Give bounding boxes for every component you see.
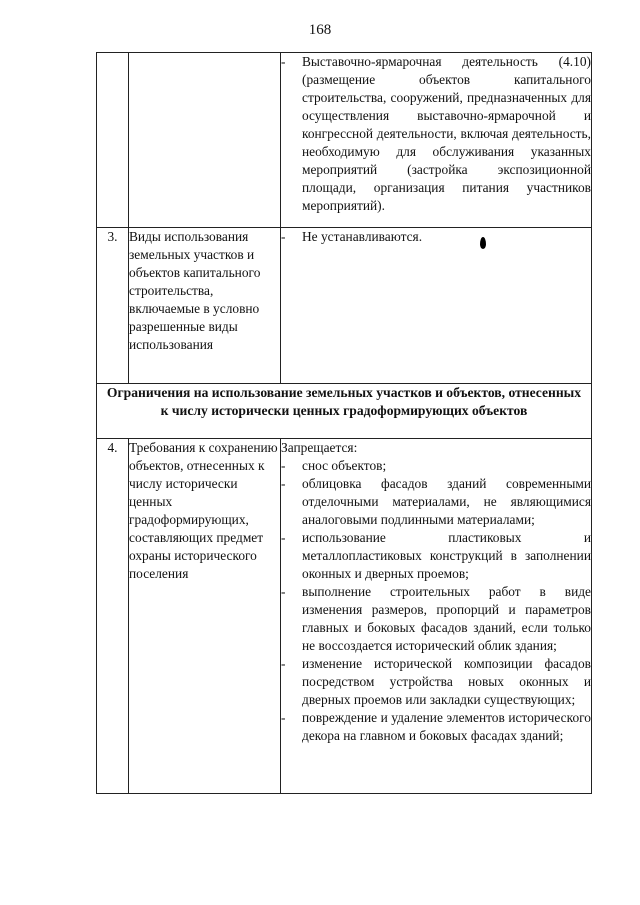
regulations-table — [96, 52, 592, 794]
table-row — [97, 439, 592, 794]
list-item-text: Выставочно-ярмарочная деятельность (4.10) (размещение объектов капитального строительства, сооружений, предназначенных для осуществления выставочно-ярмарочной и конгрессной деятельности, включая деятельность, необходимую для обслуживания указанных мероприятий (застройка экспозиционной площади, организация питания участников мероприятий). — [302, 54, 591, 213]
dash-marker: - — [281, 54, 286, 69]
dash-marker: - — [281, 584, 286, 599]
list-item — [281, 529, 591, 583]
row-number: 3. — [97, 228, 129, 384]
list-item — [281, 709, 591, 745]
list-item-text: Не устанавливаются. — [302, 229, 423, 244]
list-item-text: повреждение и удаление элементов исторического декора на главном и боковых фасадах зданий; — [302, 710, 591, 743]
row-content-cell — [281, 228, 592, 384]
list-item — [281, 655, 591, 709]
row-name: Виды использования земельных участков и объектов капитального строительства, включаемые в условно разрешенные виды использования — [129, 228, 281, 384]
dash-marker: - — [281, 458, 286, 473]
row-content-cell — [281, 439, 592, 794]
list-item — [281, 475, 591, 529]
list-item — [281, 457, 591, 475]
list-item — [281, 228, 591, 246]
row-name: Требования к сохранению объектов, отнесенных к числу исторически ценных градоформирующих, составляющих предмет охраны исторического поселения — [129, 439, 281, 794]
row-number: 4. — [97, 439, 129, 794]
row-number-cell — [97, 53, 129, 228]
table-row — [97, 53, 592, 228]
list-intro: Запрещается: — [281, 440, 358, 455]
row-content-cell — [281, 53, 592, 228]
list-item-text: снос объектов; — [302, 458, 387, 473]
list-item — [281, 53, 591, 215]
list-item-text: выполнение строительных работ в виде изменения размеров, пропорций и параметров главных и боковых фасадов зданий, если только не воссоздается исторический облик здания; — [302, 584, 591, 653]
list-item-text: использование пластиковых и металлопластиковых конструкций в заполнении оконных и дверных проемов; — [302, 530, 591, 581]
section-header: Ограничения на использование земельных участков и объектов, отнесенных к числу исторически ценных градоформирующих объектов — [97, 384, 592, 439]
dash-marker: - — [281, 229, 286, 244]
dash-marker: - — [281, 530, 286, 545]
dash-marker: - — [281, 710, 286, 725]
list-item — [281, 583, 591, 655]
list-item-text: изменение исторической композиции фасадов посредством устройства новых оконных и дверных проемов или закладки существующих; — [302, 656, 591, 707]
list-item-text: облицовка фасадов зданий современными отделочными материалами, не являющимися аналоговыми подлинными материалами; — [302, 476, 591, 527]
table-row — [97, 228, 592, 384]
ink-speck — [480, 237, 486, 249]
dash-marker: - — [281, 656, 286, 671]
page-number: 168 — [308, 22, 332, 38]
dash-marker: - — [281, 476, 286, 491]
row-name-cell — [129, 53, 281, 228]
section-header-row — [97, 384, 592, 439]
